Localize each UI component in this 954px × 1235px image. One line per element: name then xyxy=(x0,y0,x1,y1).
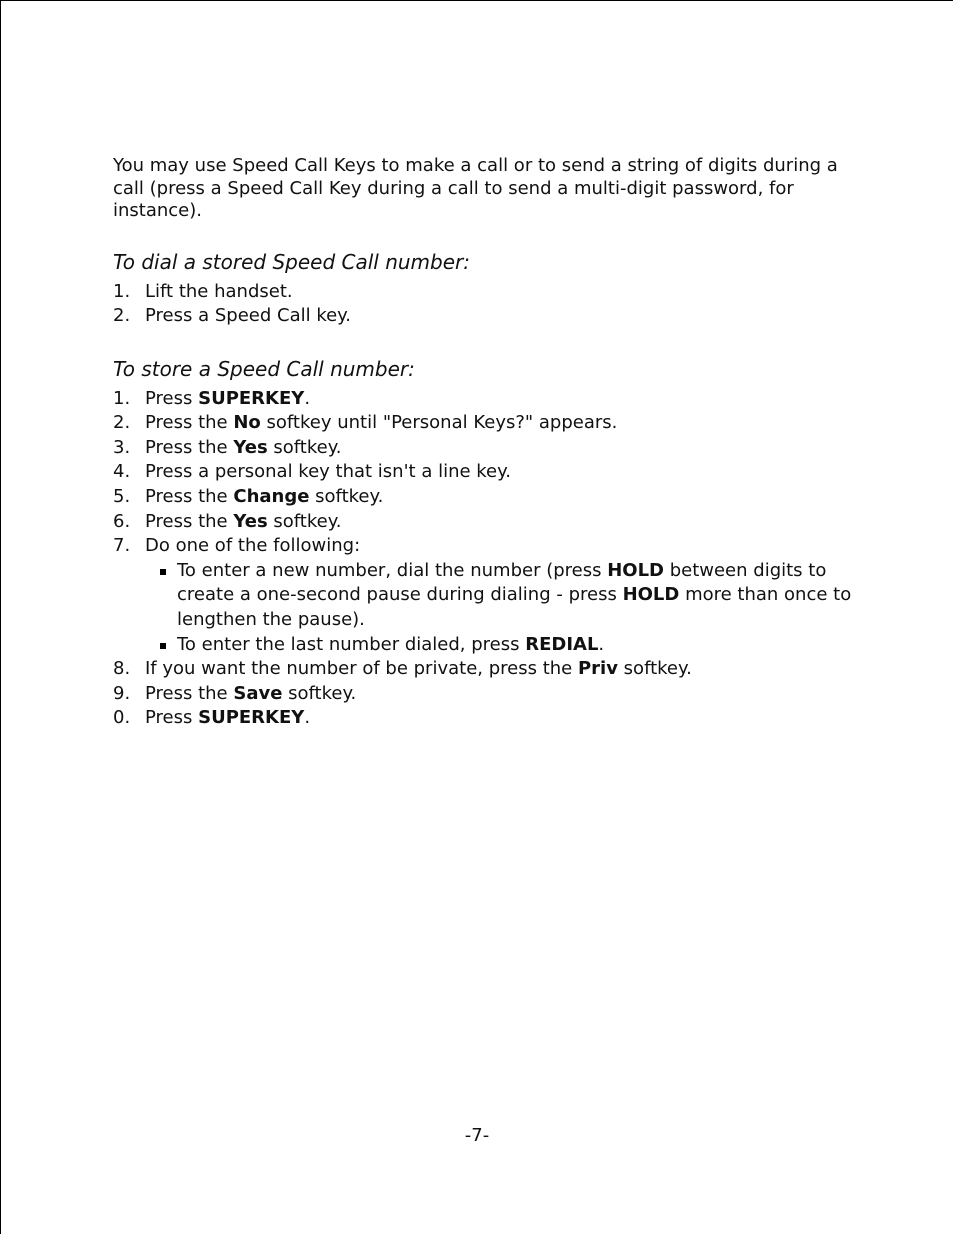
intro-paragraph: You may use Speed Call Keys to make a call or to send a string of digits during a call (press a Speed Call Key during a call to send a multi-digit password, for instance). xyxy=(113,155,838,221)
step-text: Press a Speed Call key. xyxy=(145,305,351,327)
key-name: Priv xyxy=(577,658,618,680)
list-item xyxy=(113,510,853,535)
step-number: 3. xyxy=(113,436,131,458)
step-text: Press the Save softkey. xyxy=(145,682,357,704)
step-text: Press a personal key that isn't a line key. xyxy=(145,461,511,483)
step-text: Press SUPERKEY. xyxy=(145,707,311,729)
key-name: HOLD xyxy=(607,559,664,581)
step-text: Lift the handset. xyxy=(145,280,293,302)
key-name: Change xyxy=(233,486,310,508)
step-text: Do one of the following: xyxy=(145,535,361,557)
step-number: 5. xyxy=(113,486,131,508)
document-body xyxy=(113,155,853,731)
step-number: 6. xyxy=(113,510,131,532)
step-text: Press the Yes softkey. xyxy=(145,436,342,458)
list-item xyxy=(113,682,853,707)
step-text: Press SUPERKEY. xyxy=(145,387,311,409)
list-item xyxy=(113,460,853,485)
step-text: Press the Yes softkey. xyxy=(145,510,342,532)
list-item xyxy=(113,534,853,657)
dial-heading: To dial a stored Speed Call number: xyxy=(113,249,470,274)
step-number: 4. xyxy=(113,461,131,483)
square-bullet-icon xyxy=(160,643,166,649)
sub-list-item: To enter the last number dialed, press REDIAL. xyxy=(145,633,853,658)
key-name: SUPERKEY xyxy=(198,387,305,409)
store-heading: To store a Speed Call number: xyxy=(113,356,415,381)
sub-list xyxy=(145,559,853,657)
step-text: Press the No softkey until "Personal Keys?" appears. xyxy=(145,412,618,434)
sub-list-item: To enter a new number, dial the number (press HOLD between digits to create a one-second pause during dialing - press HOLD more than once to lengthen the pause). xyxy=(145,559,853,633)
step-number: 8. xyxy=(113,658,131,680)
step-text: If you want the number of be private, press the Priv softkey. xyxy=(145,658,692,680)
list-item xyxy=(113,485,853,510)
step-number: 1. xyxy=(113,387,131,409)
store-steps-list xyxy=(113,387,853,731)
step-number: 2. xyxy=(113,412,131,434)
page-number: -7- xyxy=(464,1125,490,1146)
list-item xyxy=(113,304,853,329)
list-item xyxy=(113,280,853,305)
key-name: No xyxy=(233,412,261,434)
dial-steps-list xyxy=(113,280,853,329)
key-name: Yes xyxy=(233,510,268,532)
key-name: REDIAL xyxy=(525,633,599,655)
step-text: Press the Change softkey. xyxy=(145,486,384,508)
step-number: 9. xyxy=(113,682,131,704)
square-bullet-icon xyxy=(160,569,166,575)
key-name: Save xyxy=(233,682,283,704)
step-number: 7. xyxy=(113,535,131,557)
step-number: 1. xyxy=(113,280,131,302)
step-number: 2. xyxy=(113,305,131,327)
list-item xyxy=(113,706,853,731)
list-item xyxy=(113,411,853,436)
step-number: 0. xyxy=(113,707,131,729)
list-item xyxy=(113,436,853,461)
list-item xyxy=(113,387,853,412)
key-name: SUPERKEY xyxy=(198,707,305,729)
list-item xyxy=(113,657,853,682)
key-name: Yes xyxy=(233,436,268,458)
key-name: HOLD xyxy=(622,584,680,606)
